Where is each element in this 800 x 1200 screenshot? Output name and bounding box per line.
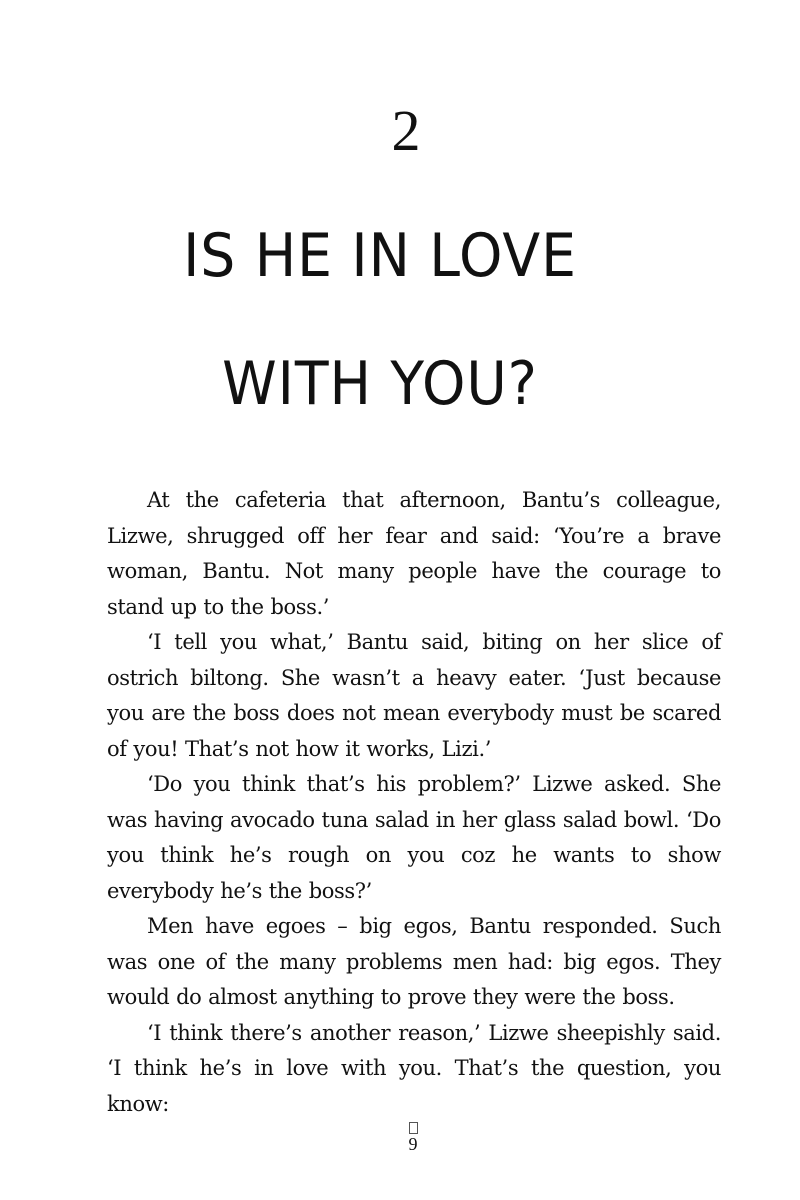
paragraph: Men have egoes – big egos, Bantu responded. Such was one of the many problems men had: big egos. They would do almost anything to prove they were the boss. [107, 914, 721, 1009]
paragraph: At the cafeteria that afternoon, Bantu’s colleague, Lizwe, shrugged off her fear and said: ‘You’re a brave woman, Bantu. Not many people have the courage to stand up to the boss.’ [107, 488, 721, 619]
paragraph: ‘I think there’s another reason,’ Lizwe sheepishly said. ‘I think he’s in love with you. That’s the question, you know: [107, 1020, 721, 1116]
chapter-number: 2 [391, 98, 421, 163]
page-number: 9 [408, 1134, 418, 1154]
paragraph: ‘Do you think that’s his problem?’ Lizwe asked. She was having avocado tuna salad in her glass salad bowl. ‘Do you think he’s rough on you coz he wants to show everybody he’s the boss?’ [107, 772, 721, 903]
chapter-title-line-1: IS HE IN LOVE [183, 221, 577, 291]
chapter-body [107, 483, 721, 1122]
chapter-title-line-2: WITH YOU? [222, 349, 538, 419]
paragraph: ‘I tell you what,’ Bantu said, biting on her slice of ostrich biltong. She wasn’t a heavy eater. ‘Just because you are the boss does not mean everybody must be scared of you! That’s not how it works, Lizi.’ [107, 630, 721, 761]
